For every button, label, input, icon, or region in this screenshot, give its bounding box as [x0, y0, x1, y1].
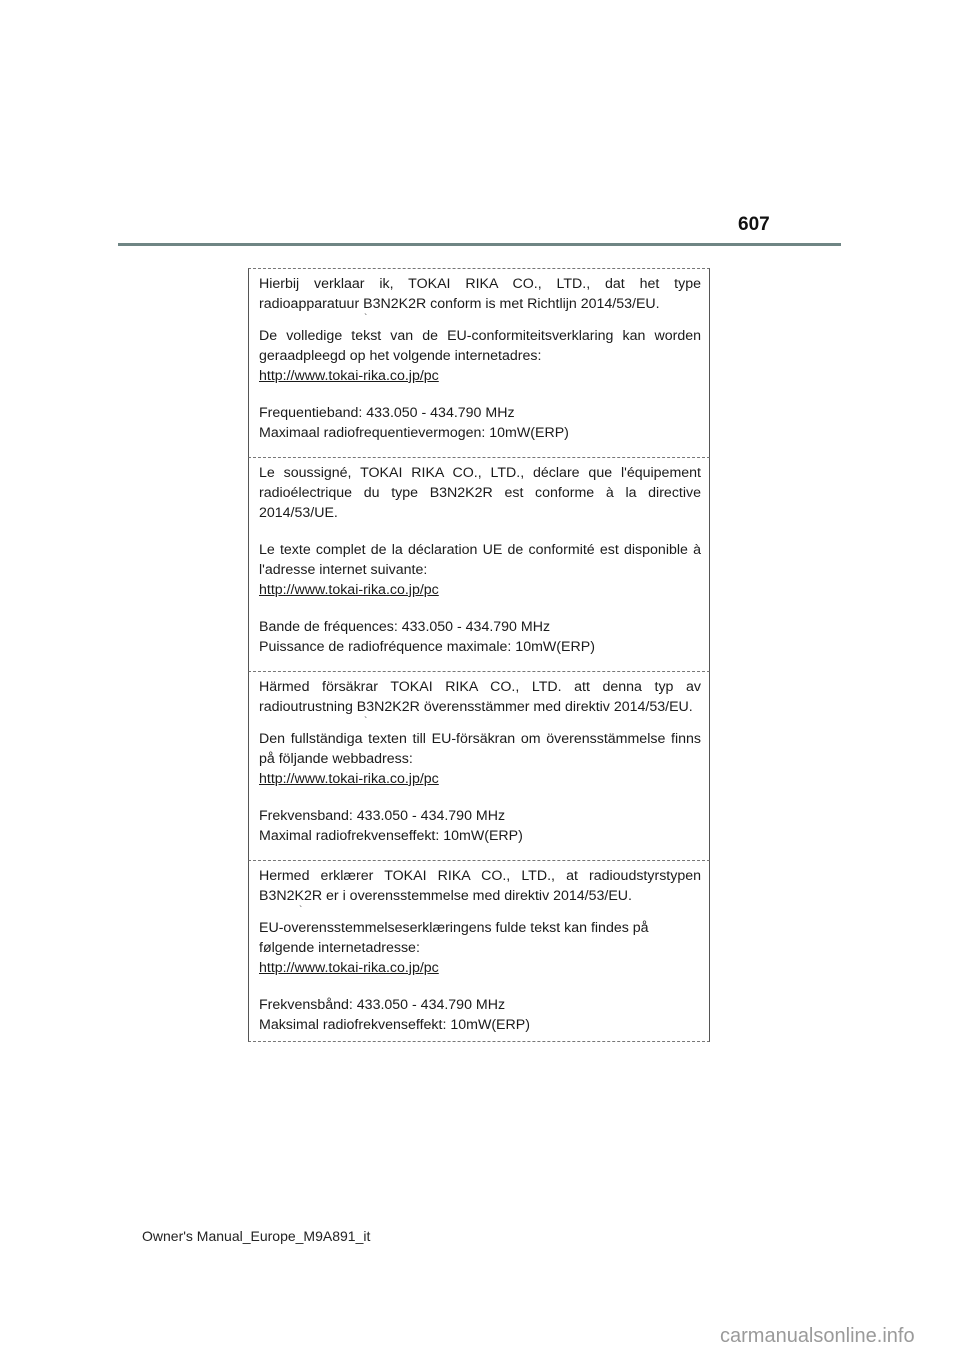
footer-manual-id: Owner's Manual_Europe_M9A891_it	[142, 1228, 371, 1244]
max-power: Puissance de radiofréquence maximale: 10mW(ERP)	[259, 639, 595, 655]
max-power: Maximal radiofrekvenseffekt: 10mW(ERP)	[259, 828, 523, 844]
declaration-url-link[interactable]: http://www.tokai-rika.co.jp/pc	[259, 771, 439, 787]
scan-mark: `	[364, 313, 368, 324]
declaration-url-link[interactable]: http://www.tokai-rika.co.jp/pc	[259, 368, 439, 384]
declaration-url-link[interactable]: http://www.tokai-rika.co.jp/pc	[259, 582, 439, 598]
declaration-section-dutch	[248, 268, 710, 457]
declaration-availability: EU-overensstemmelseserklæringens fulde tekst kan findes på følgende internetadresse:	[259, 920, 649, 956]
declaration-availability: Le texte complet de la déclaration UE de conformité est disponible à l'adresse internet suivante:	[259, 542, 701, 578]
declaration-box	[248, 268, 710, 1042]
frequency-band: Frekvensbånd: 433.050 - 434.790 MHz	[259, 997, 506, 1013]
max-power: Maksimal radiofrekvenseffekt: 10mW(ERP)	[259, 1017, 530, 1033]
header-rule	[118, 243, 841, 246]
declaration-intro: Hermed erklærer TOKAI RIKA CO., LTD., at radioudstyrstypen B3N2K2R er i overensstemmelse med direktiv 2014/53/EU.	[259, 868, 701, 904]
declaration-availability: Den fullständiga texten till EU-försäkran om överensstämmelse finns på följande webbadress:	[259, 731, 701, 767]
declaration-url-link[interactable]: http://www.tokai-rika.co.jp/pc	[259, 960, 439, 976]
declaration-section-danish	[248, 860, 710, 1042]
frequency-band: Frekvensband: 433.050 - 434.790 MHz	[259, 808, 506, 824]
scan-mark: `	[299, 905, 303, 916]
declaration-intro: Härmed försäkrar TOKAI RIKA CO., LTD. att denna typ av radioutrustning B3N2K2R överensstämmer med direktiv 2014/53/EU.	[259, 679, 701, 715]
declaration-section-french	[248, 457, 710, 671]
declaration-section-swedish	[248, 671, 710, 860]
declaration-availability: De volledige tekst van de EU-conformiteitsverklaring kan worden geraadpleegd op het volgende internetadres:	[259, 328, 701, 364]
page-number: 607	[738, 214, 770, 235]
scan-mark: `	[364, 716, 368, 727]
max-power: Maximaal radiofrequentievermogen: 10mW(ERP)	[259, 425, 569, 441]
declaration-intro: Le soussigné, TOKAI RIKA CO., LTD., déclare que l'équipement radioélectrique du type B3N2K2R est conforme à la directive 2014/53/UE.	[259, 465, 701, 521]
frequency-band: Bande de fréquences: 433.050 - 434.790 MHz	[259, 619, 551, 635]
declaration-intro: Hierbij verklaar ik, TOKAI RIKA CO., LTD., dat het type radioapparatuur B3N2K2R conform is met Richtlijn 2014/53/EU.	[259, 276, 701, 312]
frequency-band: Frequentieband: 433.050 - 434.790 MHz	[259, 405, 515, 421]
watermark: carmanualsonline.info	[720, 1325, 915, 1347]
